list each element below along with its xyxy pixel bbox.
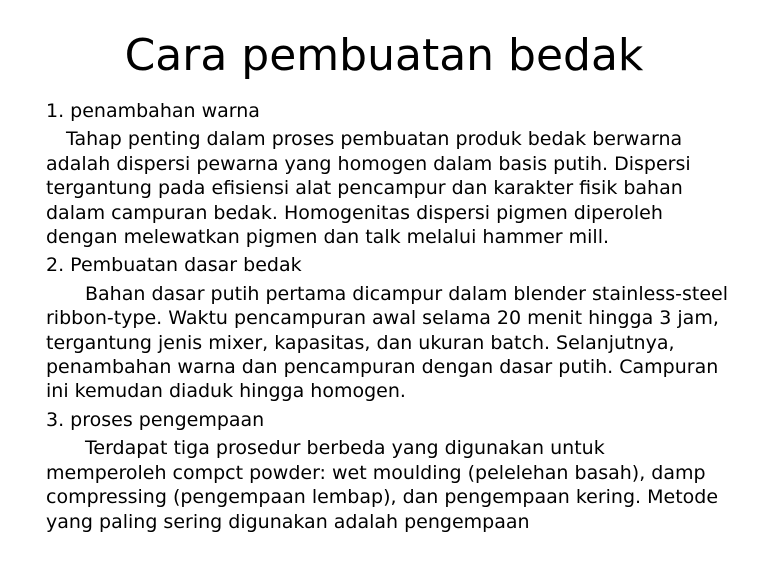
section-heading-proses-pengempaan: 3. proses pengempaan xyxy=(46,408,265,431)
section-text-proses-pengempaan: Terdapat tiga prosedur berbeda yang digunakan untuk memperoleh compct powder: wet moulding (pelelehan basah), damp compressing (pengempaan lembap), dan pengempaan kering. Metode yang paling sering digunakan adalah pengempaan xyxy=(46,437,719,533)
section-text-pembuatan-dasar-bedak: Bahan dasar putih pertama dicampur dalam blender stainless-steel ribbon-type. Waktu pencampuran awal selama 20 menit hingga 3 jam, tergantung jenis mixer, kapasitas, dan ukuran batch. Selanjutnya, penambahan warna dan pencampuran dengan dasar putih. Campuran ini kemudan diaduk hingga homogen. xyxy=(46,282,728,403)
section-heading-pembuatan-dasar-bedak: 2. Pembuatan dasar bedak xyxy=(46,254,302,277)
slide-body xyxy=(46,99,730,538)
section-heading-penambahan-warna: 1. penambahan warna xyxy=(46,100,260,122)
section-text-penambahan-warna: Tahap penting dalam proses pembuatan produk bedak berwarna adalah dispersi pewarna yang homogen dalam basis putih. Dispersi tergantung pada efisiensi alat pencampur dan karakter fisik bahan dalam campuran bedak. Homogenitas dispersi pigmen diperoleh dengan melewatkan pigmen dan talk melalui hammer mill. xyxy=(46,128,691,249)
slide-title: Cara pembuatan bedak xyxy=(124,30,644,81)
